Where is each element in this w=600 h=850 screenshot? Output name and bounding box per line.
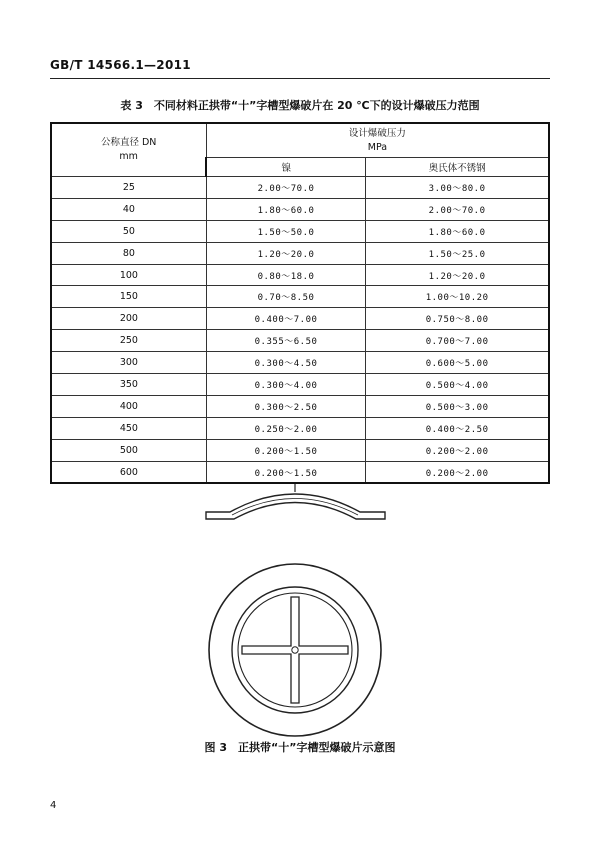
page-number: 4 xyxy=(50,800,57,811)
cell-steel: 0.500～4.00 xyxy=(366,374,549,396)
disc-top-view xyxy=(209,564,381,736)
cell-nickel: 0.200～1.50 xyxy=(206,439,365,461)
cell-dn: 200 xyxy=(51,308,206,330)
cell-nickel: 0.300～4.00 xyxy=(206,374,365,396)
cell-dn: 500 xyxy=(51,439,206,461)
cell-dn: 350 xyxy=(51,374,206,396)
cell-steel: 0.750～8.00 xyxy=(366,308,549,330)
cell-steel: 1.00～10.20 xyxy=(366,286,549,308)
cell-steel: 0.200～2.00 xyxy=(366,461,549,483)
cell-dn: 300 xyxy=(51,352,206,374)
cell-nickel: 0.300～4.50 xyxy=(206,352,365,374)
cell-steel: 0.400～2.50 xyxy=(366,417,549,439)
standard-code: GB/T 14566.1—2011 xyxy=(50,58,191,72)
disc-side-section xyxy=(206,484,385,519)
cell-nickel: 1.50～50.0 xyxy=(206,220,365,242)
cell-steel: 0.500～3.00 xyxy=(366,395,549,417)
cell-nickel: 0.400～7.00 xyxy=(206,308,365,330)
figure-caption: 图 3 正拱带“十”字槽型爆破片示意图 xyxy=(204,741,396,754)
cell-nickel: 0.300～2.50 xyxy=(206,395,365,417)
cell-dn: 100 xyxy=(51,264,206,286)
col-header-dn-label: 公称直径 DN xyxy=(100,137,157,148)
cell-dn: 50 xyxy=(51,220,206,242)
cell-dn: 25 xyxy=(51,177,206,199)
cell-steel: 1.50～25.0 xyxy=(366,242,549,264)
cell-nickel: 1.20～20.0 xyxy=(206,242,365,264)
cell-dn: 600 xyxy=(51,461,206,483)
cell-steel: 0.600～5.00 xyxy=(366,352,549,374)
cell-nickel: 0.80～18.0 xyxy=(206,264,365,286)
cell-steel: 0.200～2.00 xyxy=(366,439,549,461)
cell-dn: 40 xyxy=(51,198,206,220)
cell-dn: 80 xyxy=(51,242,206,264)
col-header-nickel: 镍 xyxy=(206,158,365,177)
cell-nickel: 0.70～8.50 xyxy=(206,286,365,308)
cell-steel: 1.20～20.0 xyxy=(366,264,549,286)
cell-dn: 400 xyxy=(51,395,206,417)
table-caption: 表 3 不同材料正拱带“十”字槽型爆破片在 20 ℃下的设计爆破压力范围 xyxy=(120,99,480,112)
cross-slot-center xyxy=(292,647,298,653)
cell-dn: 250 xyxy=(51,330,206,352)
col-group-header-label: 设计爆破压力 xyxy=(348,127,406,139)
cell-dn: 450 xyxy=(51,417,206,439)
col-header-dn-unit: mm xyxy=(119,151,138,162)
cell-nickel: 1.80～60.0 xyxy=(206,198,365,220)
col-header-austenitic-steel: 奥氏体不锈钢 xyxy=(366,158,549,177)
col-group-header-unit: MPa xyxy=(367,141,388,153)
cell-steel: 1.80～60.0 xyxy=(366,220,549,242)
cell-nickel: 0.355～6.50 xyxy=(206,330,365,352)
cell-nickel: 2.00～70.0 xyxy=(206,177,365,199)
cell-dn: 150 xyxy=(51,286,206,308)
cell-steel: 3.00～80.0 xyxy=(366,177,549,199)
cell-nickel: 0.250～2.00 xyxy=(206,417,365,439)
cell-steel: 2.00～70.0 xyxy=(366,198,549,220)
cell-steel: 0.700～7.00 xyxy=(366,330,549,352)
cell-nickel: 0.200～1.50 xyxy=(206,461,365,483)
